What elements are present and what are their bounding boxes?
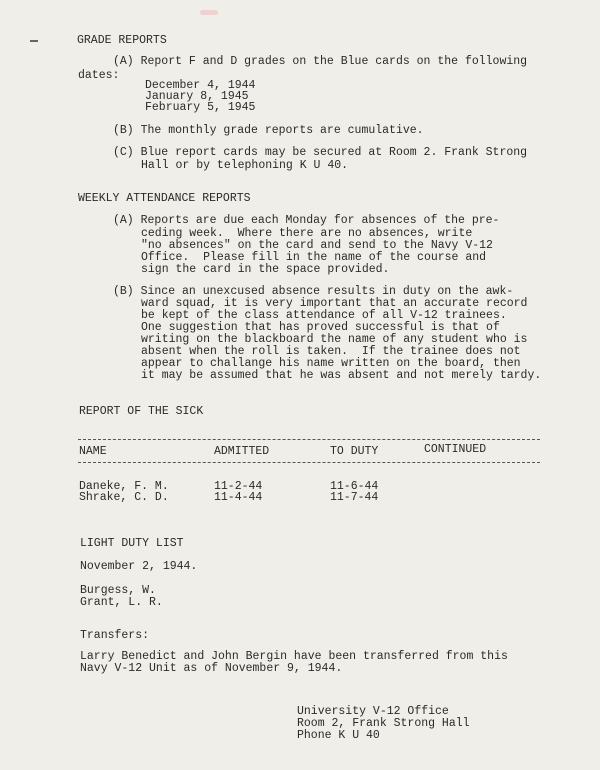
paper-mark (200, 10, 218, 15)
grade-item-c-line-1: (C) Blue report cards may be secured at Room 2. Frank Strong (113, 146, 528, 159)
light-duty-name-1: Burgess, W. (80, 584, 156, 597)
grade-reports-heading: GRADE REPORTS (77, 34, 167, 47)
sick-row-2-admitted: 11-4-44 (214, 491, 263, 504)
grade-date-1: December 4, 1944 (145, 79, 256, 92)
signature-line-1: University V-12 Office (297, 705, 449, 718)
attendance-a-line-5: sign the card in the space provided. (141, 263, 390, 276)
attendance-a-line-2: ceding week. Where there are no absences, write (141, 227, 473, 240)
attendance-a-line-3: "no absences" on the card and send to the Navy V-12 (141, 239, 493, 252)
attendance-b-line-2: ward squad, it is very important that an accurate record (141, 297, 528, 310)
attendance-b-line-6: absent when the roll is taken. If the trainee does not (141, 345, 521, 358)
attendance-heading: WEEKLY ATTENDANCE REPORTS (78, 192, 251, 205)
grade-date-3: February 5, 1945 (145, 101, 256, 114)
grade-item-a-line-1: (A) Report F and D grades on the Blue cards on the following (113, 55, 528, 68)
attendance-a-line-1: (A) Reports are due each Monday for absences of the pre- (113, 214, 500, 227)
transfers-line-1: Larry Benedict and John Bergin have been transferred from this (80, 650, 508, 663)
sick-row-1-to-duty: 11-6-44 (330, 480, 379, 493)
table-header-rule (78, 462, 540, 463)
signature-line-3: Phone K U 40 (297, 729, 380, 742)
margin-mark (30, 40, 38, 42)
col-continued: CONTINUED (424, 443, 487, 456)
grade-item-b: (B) The monthly grade reports are cumulative. (113, 124, 424, 137)
light-duty-heading: LIGHT DUTY LIST (80, 537, 184, 550)
grade-item-a-line-2: dates: (78, 69, 120, 82)
signature-line-2: Room 2, Frank Strong Hall (297, 717, 470, 730)
light-duty-date: November 2, 1944. (80, 560, 198, 573)
light-duty-name-2: Grant, L. R. (80, 596, 163, 609)
grade-date-2: January 8, 1945 (145, 90, 249, 103)
attendance-a-line-4: Office. Please fill in the name of the course and (141, 251, 487, 264)
attendance-b-line-4: One suggestion that has proved successful is that of (141, 321, 500, 334)
transfers-heading: Transfers: (80, 629, 150, 642)
table-top-rule (78, 439, 540, 440)
grade-item-c-line-2: Hall or by telephoning K U 40. (141, 159, 349, 172)
col-name: NAME (79, 445, 107, 458)
attendance-b-line-5: writing on the blackboard the name of any student who is (141, 333, 528, 346)
sick-row-1-name: Daneke, F. M. (79, 480, 169, 493)
sick-row-2-name: Shrake, C. D. (79, 491, 169, 504)
attendance-b-line-1: (B) Since an unexcused absence results in duty on the awk- (113, 285, 514, 298)
sick-heading: REPORT OF THE SICK (79, 405, 204, 418)
sick-row-2-to-duty: 11-7-44 (330, 491, 379, 504)
attendance-b-line-3: be kept of the class attendance of all V-12 trainees. (141, 309, 507, 322)
attendance-b-line-7: appear to challange his name written on the board, then (141, 357, 521, 370)
col-admitted: ADMITTED (214, 445, 270, 458)
col-to-duty: TO DUTY (330, 445, 379, 458)
transfers-line-2: Navy V-12 Unit as of November 9, 1944. (80, 662, 343, 675)
sick-row-1-admitted: 11-2-44 (214, 480, 263, 493)
attendance-b-line-8: it may be assumed that he was absent and not merely tardy. (141, 369, 542, 382)
